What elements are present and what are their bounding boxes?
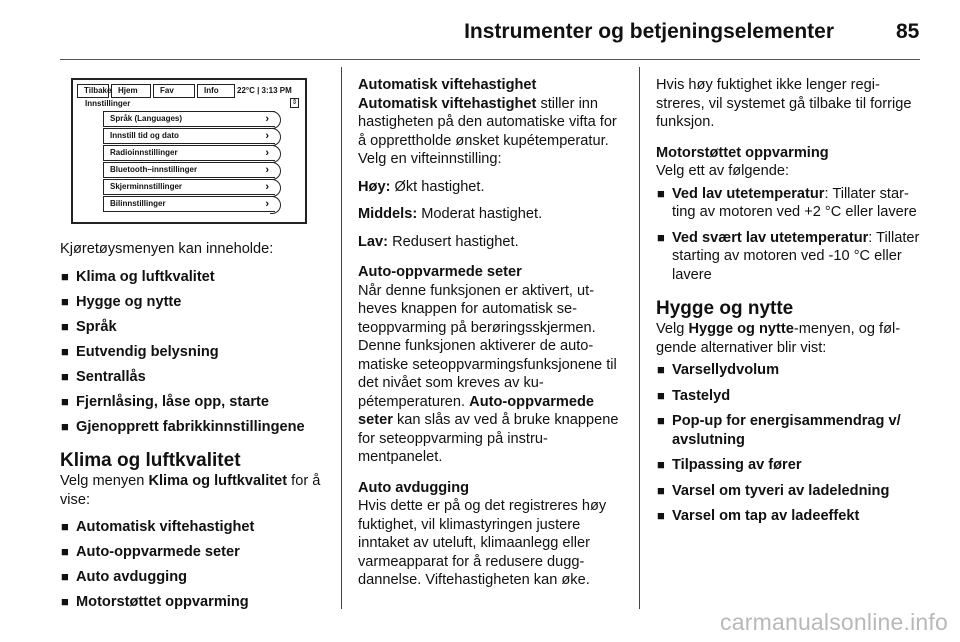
bullet-icon: ■: [61, 418, 69, 434]
bullet-icon: ■: [657, 482, 665, 498]
screen-menu: [103, 111, 275, 213]
screen-status: 22°C | 3:13 PM: [237, 86, 292, 95]
column-left: [60, 240, 322, 618]
chevron-right-icon: ›: [265, 198, 269, 210]
list-item: ■ Auto-oppvarmede seter: [61, 544, 240, 560]
list-item: ■ Varsel om tyveri av ladeledning: [657, 482, 890, 499]
list-item: ■ Varsel om tap av ladeeffekt: [657, 508, 860, 524]
menu-item: [103, 111, 275, 127]
bullet-icon: ■: [61, 594, 69, 609]
menu-item: [103, 196, 275, 212]
bullet-icon: ■: [657, 229, 665, 245]
tab-favorites: Fav: [153, 84, 195, 98]
bullet-icon: ■: [657, 457, 665, 472]
section-heading-comfort: Hygge og nytte: [656, 298, 794, 319]
vehicle-menu-list: [60, 268, 322, 437]
bullet-icon: ■: [657, 508, 665, 523]
climate-intro: Velg menyen Klima og luftkvalitet for å vise:: [60, 473, 321, 508]
vehicle-menu-intro: Kjøretøysmenyen kan inneholde:: [60, 241, 274, 257]
menu-item: [103, 179, 275, 195]
engine-heating-heading: Motorstøttet oppvarming: [656, 144, 829, 161]
menu-item-label: Språk (Languages): [110, 114, 183, 123]
bullet-icon: ■: [61, 393, 69, 409]
watermark: carmanualsonline.info: [720, 609, 948, 635]
chevron-right-icon: ›: [265, 147, 269, 159]
column-divider-right: [639, 67, 640, 609]
fan-low: Lav: Redusert hastighet.: [358, 233, 519, 250]
bullet-icon: ■: [61, 519, 69, 534]
fan-high: Høy: Økt hastighet.: [358, 178, 485, 195]
list-item: ■ Varsellydvolum: [657, 362, 780, 378]
chevron-right-icon: ›: [265, 164, 269, 176]
bullet-icon: ■: [61, 293, 69, 309]
settings-screen-figure: [60, 70, 324, 232]
screen-title: Innstillinger: [85, 99, 131, 108]
comfort-intro: Velg Hygge og nytte-menyen, og følgende alternativer blir vist:: [656, 321, 901, 356]
bullet-icon: ■: [61, 544, 69, 559]
scroll-icon: ⇕: [291, 99, 298, 106]
engine-heating-text: Velg ett av følgende:: [656, 163, 790, 179]
column-middle: [358, 76, 624, 599]
bullet-icon: ■: [61, 569, 69, 584]
screen-tab-bar: [77, 84, 235, 98]
fan-heading: Automatisk viftehastighet: [358, 77, 537, 93]
list-item: ■ Hygge og nytte: [61, 293, 182, 310]
seats-heading: Auto-oppvarmede seter: [358, 264, 522, 280]
list-item: ■ Auto avdugging: [61, 569, 188, 585]
list-item: ■ Ved svært lav utetemperatur: Tillater starting av motoren ved -10 °C eller lavere: [657, 229, 920, 283]
engine-heating-list: [656, 185, 922, 285]
menu-item: [103, 128, 275, 144]
menu-item-label: Bluetooth–innstillinger: [110, 165, 198, 174]
list-item: ■ Motorstøttet oppvarming: [61, 594, 249, 610]
chevron-right-icon: ›: [265, 113, 269, 125]
list-item: ■ Tastelyd: [657, 387, 731, 404]
list-item: ■ Gjenopprett fabrikkinnstillingene: [61, 418, 305, 435]
list-item: ■ Sentrallås: [61, 368, 146, 385]
bullet-icon: ■: [61, 268, 69, 284]
tab-back: Tilbake: [77, 84, 109, 98]
bullet-icon: ■: [657, 387, 665, 403]
list-item: ■ Språk: [61, 318, 117, 335]
humidity-text: Hvis høy fuktighet ikke lenger registreres, vil systemet gå tilbake til forrige funksjon.: [656, 77, 912, 130]
bullet-icon: ■: [61, 343, 69, 359]
bullet-icon: ■: [61, 368, 69, 384]
comfort-list: [656, 361, 922, 526]
screen-frame: [71, 78, 307, 224]
bullet-icon: ■: [657, 413, 665, 428]
list-item: ■ Tilpassing av fører: [657, 457, 802, 473]
menu-item-label: Innstill tid og dato: [110, 131, 179, 140]
seats-text: Når denne funksjonen er aktivert, utheves knappen for automatisk seteoppvarming på berøringsskjermen. Denne funksjonen aktiverer de automatiske seteoppvarmingsfunksjonene til det nivået som kreves av kupétemperaturen. Auto-oppvarmede seter kan slås av ved å bruke knappene for seteoppvarming på instrumentpanelet.: [358, 282, 619, 465]
menu-item: [103, 162, 275, 178]
page-title: Instrumenter og betjeningselementer: [464, 20, 834, 43]
fan-text: Automatisk viftehastighet stiller inn hastigheten på den automatiske vifta for å opprettholde ønsket kupétemperatur. Velg en vifteinnstilling:: [358, 95, 617, 167]
chevron-right-icon: ›: [265, 181, 269, 193]
page-number: 85: [896, 20, 920, 43]
list-item: ■ Automatisk viftehastighet: [61, 519, 255, 535]
menu-item-label: Skjerminnstillinger: [110, 182, 183, 191]
bullet-icon: ■: [657, 185, 665, 201]
defog-heading: Auto avdugging: [358, 479, 470, 496]
chevron-right-icon: ›: [265, 130, 269, 142]
bullet-icon: ■: [61, 318, 69, 334]
list-item: ■ Ved lav utetemperatur: Tillater starting av motoren ved +2 °C eller lavere: [657, 185, 917, 220]
list-item: ■ Klima og luftkvalitet: [61, 268, 215, 285]
tab-home: Hjem: [111, 84, 151, 98]
header-divider: [60, 59, 920, 60]
menu-item-label: Bilinnstillinger: [110, 199, 166, 208]
menu-item-label: Radioinnstillinger: [110, 148, 178, 157]
column-right: [656, 76, 922, 533]
defog-text: Hvis dette er på og det registreres høy fuktighet, vil klimastyringen justere inntaket av uteluft, klimaanlegg eller varmeapparat for å redusere duggdannelse. Viftehastigheten kan øke.: [358, 498, 607, 588]
fan-mid: Middels: Moderat hastighet.: [358, 206, 543, 222]
climate-list: [60, 518, 322, 612]
bullet-icon: ■: [657, 362, 665, 377]
tab-info: Info: [197, 84, 235, 98]
list-item: ■ Eutvendig belysning: [61, 343, 219, 360]
list-item: ■ Pop-up for energisammendrag v/ avslutning: [657, 413, 901, 448]
column-divider-left: [341, 67, 342, 609]
list-item: ■ Fjernlåsing, låse opp, starte: [61, 393, 270, 410]
menu-item: [103, 145, 275, 161]
section-heading-climate: Klima og luftkvalitet: [60, 450, 241, 471]
